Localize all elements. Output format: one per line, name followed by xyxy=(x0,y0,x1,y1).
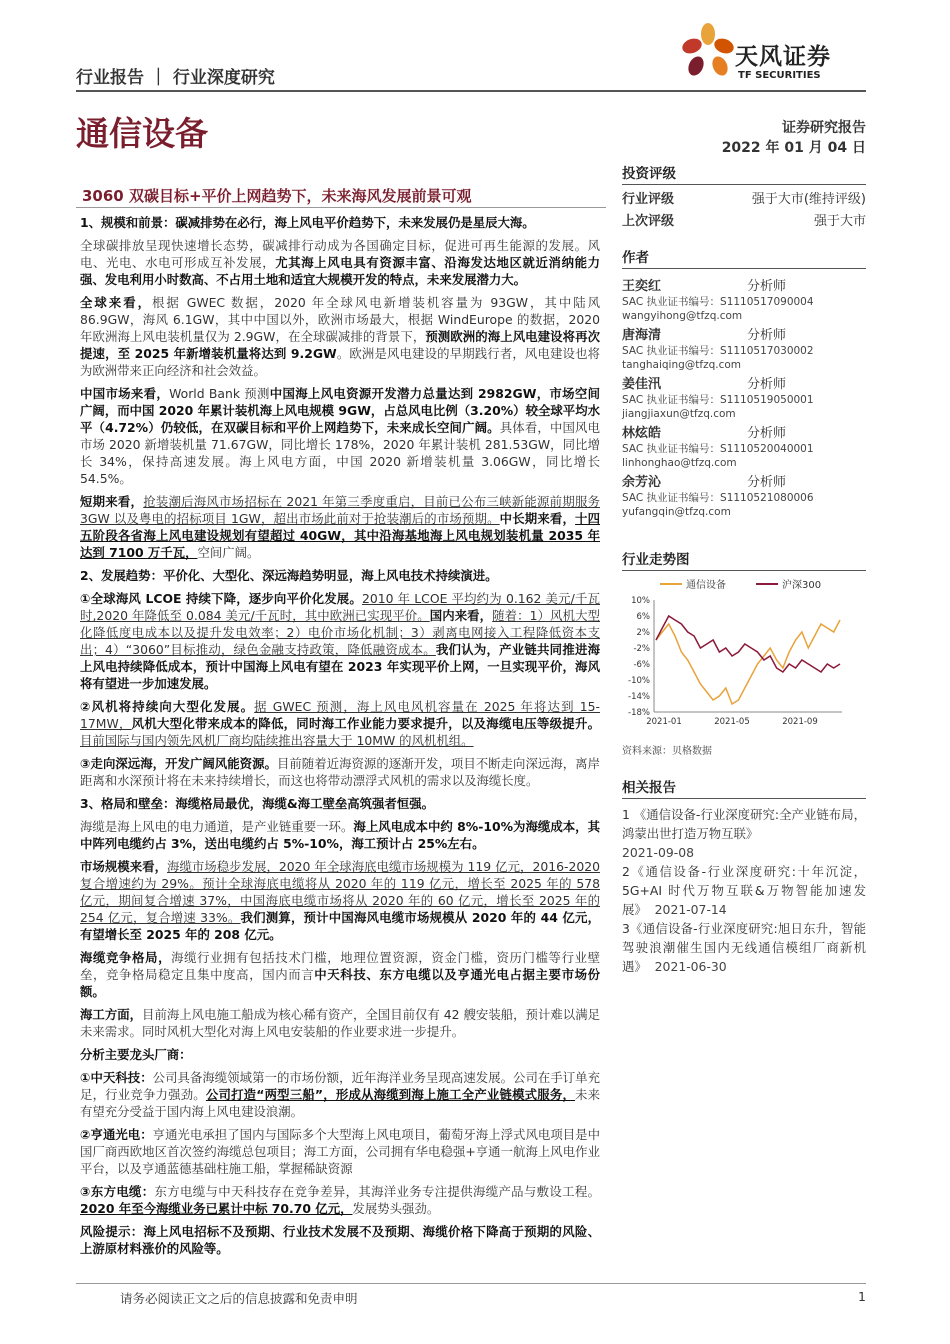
paragraph: 风险提示：海上风电招标不及预期、行业技术发展不及预期、海缆价格下降高于预期的风险、上游原材料涨价的风险等。 xyxy=(80,1224,601,1256)
paragraph: 海缆竞争格局，海缆行业拥有包括技术门槛，地理位置资源，资金门槛，资历门槛等行业壁垒，竞争格局稳定且集中度高，国内而言中天科技、东方电缆以及亨通光电占据主要市场份额。 xyxy=(80,950,600,999)
paragraph: ②风机将持续向大型化发展。据 GWEC 预测，海上风电风机容量在 2025 年将达到 15-17MW，风机大型化带来成本的降低，同时海工作业能力要求提升，以及海缆电压等级提升。目前国际与国内领先风机厂商均陆续推出容量大于 10MW 的风机机组。 xyxy=(80,699,600,748)
trend-chart xyxy=(622,572,866,732)
author-entry: 姜佳汛 分析师 SAC 执业证书编号：S1110519050001 jiangjiaxun@tfzq.com xyxy=(622,377,814,420)
footer-disclaimer[interactable]: 请务必阅读正文之后的信息披露和免责申明 xyxy=(120,1291,358,1306)
paragraph: ①全球海风 LCOE 持续下降，逐步向平价化发展。2010 年 LCOE 平均约为 0.162 美元/千瓦时,2020 年降低至 0.084 美元/千瓦时，其中欧洲已实现平价。国内来看，随着：1）风机大型化降低度电成本以及提升发电效率；2）电价市场化机制；3）剥离电网接入工程降低资本支出；4）“3060”目标推动，绿色金融支持政策，降低融资成本。我们认为，产业链共同推进海上风电持续降低成本，预计中国海上风电有望在 2023 年实现平价上网，一旦实现平价，海风将有望进一步加速发展。 xyxy=(80,591,600,691)
authors-title: 作者 xyxy=(622,246,866,269)
related-report[interactable]: 3《通信设备-行业深度研究:旭日东升，智能驾驶浪潮催生国内无线通信模组厂商新机遇》 2021-06-30 xyxy=(622,921,866,974)
author-entry: 唐海清 分析师 SAC 执业证书编号：S1110517030002 tanghaiqing@tfzq.com xyxy=(622,328,814,371)
paragraph: 全球碳排放呈现快速增长态势，碳减排行动成为各国确定目标，促进可再生能源的发展。风电、光电、水电可形成互补发展，尤其海上风电具有资源丰富、沿海发达地区就近消纳能力强、发电利用小时数高、不占用土地和适宜大规模开发的特点，未来发展潜力大。 xyxy=(80,238,600,287)
prev-rating-value: 强于大市 xyxy=(813,214,866,229)
paragraph: ③走向深远海，开发广阔风能资源。目前随着近海资源的逐渐开发，项目不断走向深远海，离岸距离和水深预计将在未来持续增长，而这也将带动漂浮式风机的需求以及海缆长度。 xyxy=(80,756,600,788)
y-tick-label: -6% xyxy=(633,660,650,670)
main-body xyxy=(80,214,600,1263)
subtitle-divider xyxy=(76,207,606,208)
report-date: 2022 年 01 月 04 日 xyxy=(721,140,866,156)
prev-rating-label: 上次评级 xyxy=(622,214,675,229)
x-tick-label: 2021-05 xyxy=(714,717,750,727)
author-entry: 余芳沁 分析师 SAC 执业证书编号：S1110521080006 yufangqin@tfzq.com xyxy=(622,475,814,518)
rating-title: 投资评级 xyxy=(622,162,866,185)
paragraph: ③东方电缆：东方电缆与中天科技存在竞争差异，其海洋业务专注提供海缆产品与敷设工程。2020 年至今海缆业务已累计中标 70.70 亿元，发展势头强劲。 xyxy=(80,1184,600,1216)
series-line xyxy=(656,620,840,704)
x-tick-label: 2021-01 xyxy=(646,717,682,727)
section-2-heading: 2、发展趋势：平价化、大型化、深远海趋势明显，海上风电技术持续演进。 xyxy=(80,568,498,583)
leaders-heading: 分析主要龙头厂商： xyxy=(80,1047,192,1062)
rating-block xyxy=(622,162,866,233)
logo-text-cn: 天风证券 xyxy=(735,44,831,70)
trend-block xyxy=(622,548,866,571)
report-subtitle: 3060 双碳目标+平价上网趋势下，未来海风发展前景可观 xyxy=(82,187,472,205)
paragraph: 海工方面，目前海上风电施工船成为核心稀有资产，全国目前仅有 42 艘安装船，预计难以满足未来需求。同时风机大型化对海上风电安装船的作业要求进一步提升。 xyxy=(80,1007,600,1039)
rating-value: 强于大市(维持评级) xyxy=(751,192,866,207)
author-entry: 王奕红 分析师 SAC 执业证书编号：S1110517090004 wangyihong@tfzq.com xyxy=(622,279,814,322)
report-category: 行业报告 ｜ 行业深度研究 xyxy=(76,68,275,88)
section-1-heading: 1、规模和前景：碳减排势在必行，海上风电平价趋势下，未来发展仍是星辰大海。 xyxy=(80,215,535,230)
industry-title: 通信设备 xyxy=(76,114,208,153)
related-report[interactable]: 2《通信设备-行业深度研究:十年沉淀，5G+AI 时代万物互联&万物智能加速发展》 2021-07-14 xyxy=(622,864,866,917)
y-tick-label: -14% xyxy=(628,692,650,702)
paragraph: 中国市场来看，World Bank 预测中国海上风电资源开发潜力总量达到 2982GW，市场空间广阔，而中国 2020 年累计装机海上风电规模 9GW，占总风电比例（3.20%）较全球平均水平（4.72%）仍较低，在双碳目标和平价上网趋势下，未来成长空间广阔。具体看，中国风电市场 2020 新增装机量 71.67GW，同比增长 178%，2020 年累计装机 281.53GW，同比增长 34%，保持高速发展。海上风电方面，中国 2020 新增装机量 3.06GW，同比增长 54.5%。 xyxy=(80,386,601,486)
paragraph: 全球来看，根据 GWEC 数据，2020 年全球风电新增装机容量为 93GW，其中陆风 86.9GW，海风 6.1GW，其中中国以外，欧洲市场最大，根据 WindEurope 的数据，2020 年欧洲海上风电装机量仅为 2.9GW，在全球碳减排的背景下，预测欧洲的海上风电建设将再次提速，至 2025 年新增装机量将达到 9.2GW。欧洲是风电建设的早期践行者，风电建设也将为欧洲带来正向经济和社会效益。 xyxy=(80,295,601,378)
legend-label: 沪深300 xyxy=(782,580,822,591)
author-entry: 林炫皓 分析师 SAC 执业证书编号：S1110520040001 linhonghao@tfzq.com xyxy=(622,426,814,469)
logo-text-en: TF SECURITIES xyxy=(738,70,821,81)
header-divider xyxy=(76,90,866,92)
trend-title: 行业走势图 xyxy=(622,548,866,571)
footer-divider xyxy=(76,1283,866,1284)
y-tick-label: 10% xyxy=(631,596,650,606)
y-tick-label: 2% xyxy=(636,628,650,638)
authors-block xyxy=(622,246,866,519)
chart-source: 资料来源：贝格数据 xyxy=(622,746,712,757)
y-tick-label: 6% xyxy=(636,612,650,622)
paragraph: 短期来看，抢装潮后海风市场招标在 2021 年第三季度重启，目前已公布三峡新能源前期服务 3GW 以及粤电的招标项目 1GW，超出市场此前对于抢装潮后的市场预期。中长期来看，十四五阶段各省海上风电建设规划有望超过 40GW，其中沿海基地海上风电规划装机量 2035 年达到 7100 万千瓦，空间广阔。 xyxy=(80,494,601,560)
related-block xyxy=(622,776,866,976)
tf-securities-logo-icon xyxy=(680,22,736,84)
section-3-heading: 3、格局和壁垒：海缆格局最优，海缆&海工壁垒高筑强者恒强。 xyxy=(80,796,434,811)
legend-label: 通信设备 xyxy=(686,580,726,591)
y-tick-label: -2% xyxy=(633,644,650,654)
paragraph: 市场规模来看，海缆市场稳步发展，2020 年全球海底电缆市场规模为 119 亿元，2016-2020 复合增速约为 29%。预计全球海底电缆将从 2020 年的 119 亿元，增长至 2025 年的 578 亿元，期间复合增速 37%，中国海底电缆市场将从 2020 年的 60 亿元，增长至 2025 年的 254 亿元，复合增速 33%。我们测算，预计中国海风电缆市场规模从 2020 年的 44 亿元，有望增长至 2025 年的 208 亿元。 xyxy=(80,859,600,942)
rating-label: 行业评级 xyxy=(622,192,675,207)
paragraph: ②亨通光电：亨通光电承担了国内与国际多个大型海上风电项目，葡萄牙海上浮式风电项目是中国厂商西欧地区首次签约海缆总包项目；海工方面，公司拥有华电稳强+亨通一航海上风电作业平台，以及亨通蓝德基础柱施工船，掌握稀缺资源 xyxy=(80,1127,601,1176)
paragraph: 海缆是海上风电的电力通道，是产业链重要一环。海上风电成本中约 8%-10%为海缆成本，其中阵列电缆约占 3%，送出电缆约占 5%-10%，海工预计占 25%左右。 xyxy=(80,819,601,851)
related-report[interactable]: 1 《通信设备-行业深度研究:全产业链布局，鸿蒙出世打造万物互联》 2021-09-08 xyxy=(622,807,866,860)
series-line xyxy=(656,616,840,672)
page-number: 1 xyxy=(858,1289,866,1304)
x-tick-label: 2021-09 xyxy=(782,717,818,727)
doc-type: 证券研究报告 xyxy=(782,120,866,136)
y-tick-label: -10% xyxy=(628,676,650,686)
related-title: 相关报告 xyxy=(622,776,866,799)
paragraph: ①中天科技：公司具备海缆领域第一的市场份额，近年海洋业务呈现高速发展。公司在手订单充足，行业竞争力强劲。公司打造“两型三船”，形成从海缆到海上施工全产业链模式服务，未来有望充分受益于国内海上风电建设浪潮。 xyxy=(80,1070,601,1119)
y-tick-label: -18% xyxy=(628,708,650,718)
